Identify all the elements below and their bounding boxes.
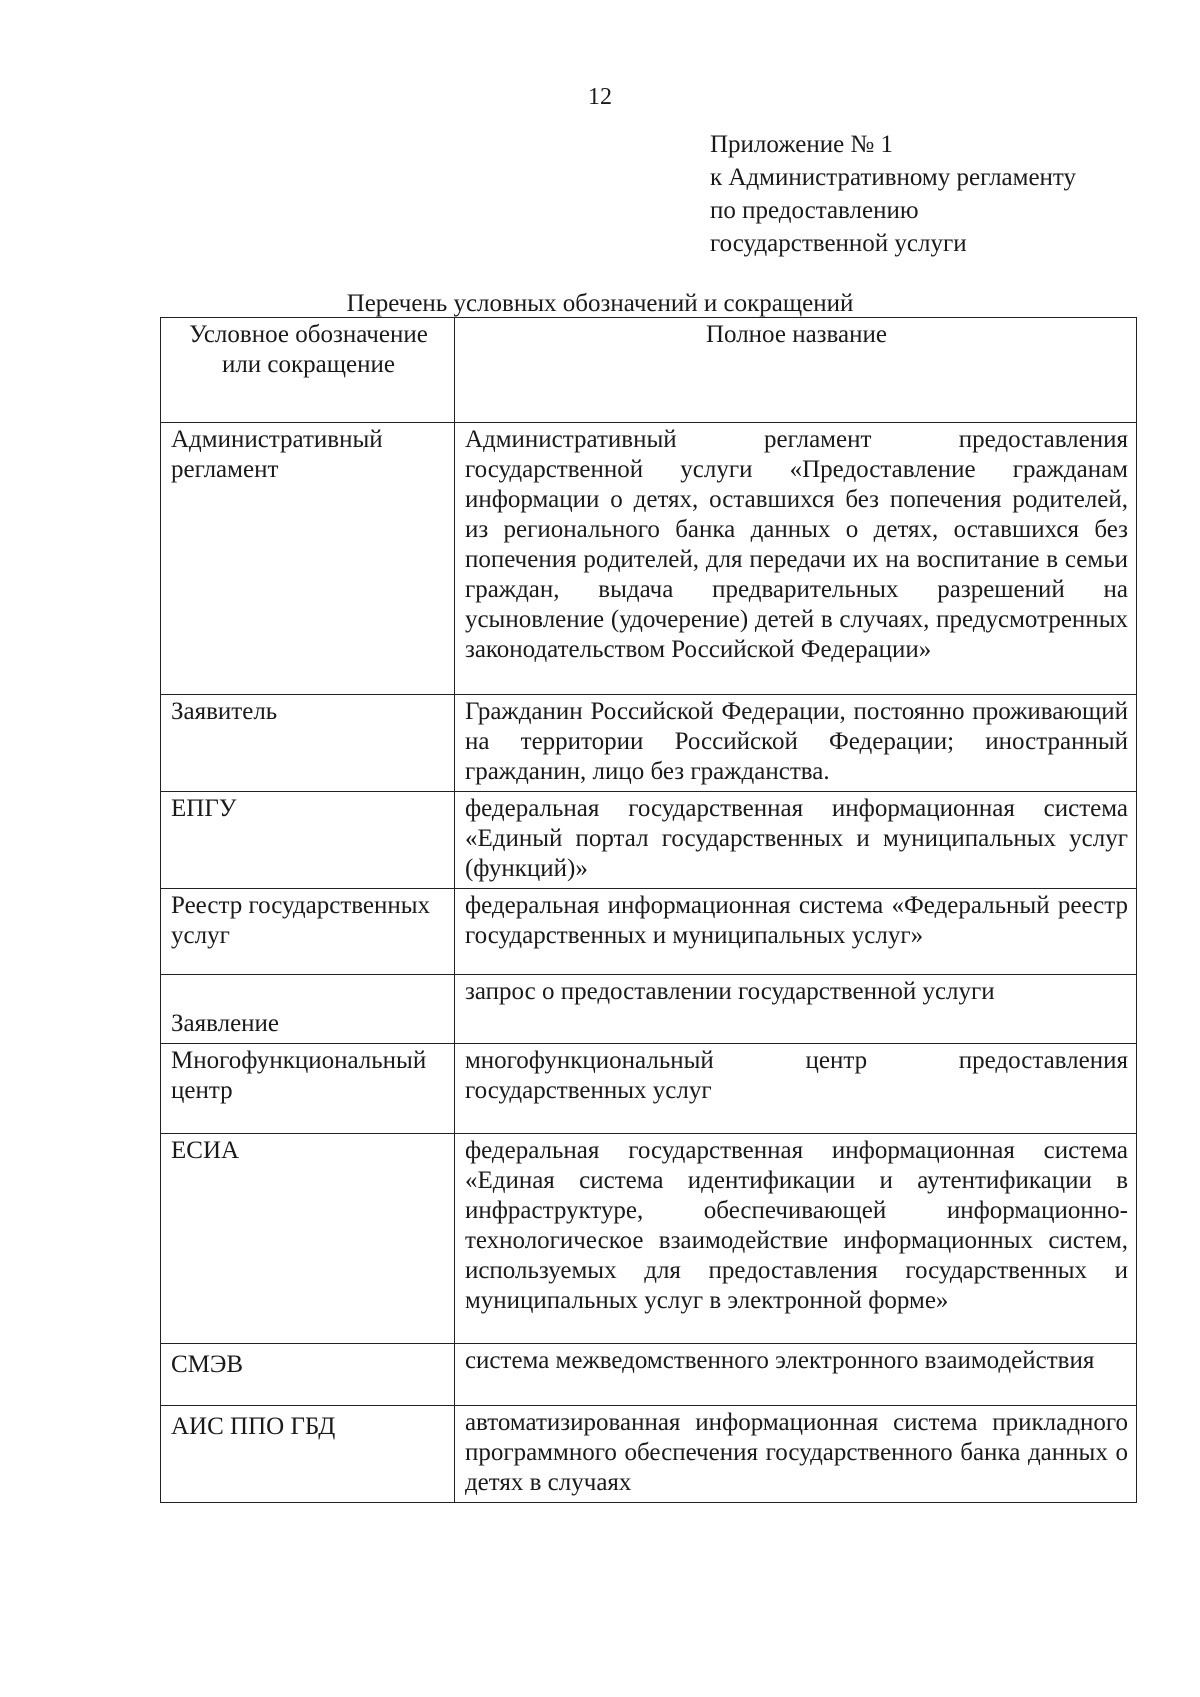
header-term: Условное обозначение или сокращение bbox=[161, 318, 455, 423]
appendix-line: к Административному регламенту bbox=[710, 164, 1077, 191]
definition-cell: автоматизированная информационная система прикладного программного обеспечения государственного банка данных о детях в случаях bbox=[454, 1406, 1136, 1503]
term-cell: ЕСИА bbox=[161, 1134, 455, 1344]
definition-cell: федеральная государственная информационная система «Единая система идентификации и аутентификации в инфраструктуре, обеспечивающей информационно-технологическое взаимодействие информационных систем, используемых для предоставления государственных и муниципальных услуг в электронной форме» bbox=[454, 1134, 1136, 1344]
definition-cell: система межведомственного электронного взаимодействия bbox=[454, 1344, 1136, 1406]
definition-cell: многофункциональный центр предоставления государственных услуг bbox=[454, 1044, 1136, 1134]
table-row bbox=[161, 1044, 1137, 1134]
term-cell: Заявитель bbox=[161, 695, 455, 792]
page-number: 12 bbox=[588, 84, 612, 110]
term-cell: Реестр государственных услуг bbox=[161, 889, 455, 975]
definition-cell: Гражданин Российской Федерации, постоянно проживающий на территории Российской Федерации; иностранный гражданин, лицо без гражданства. bbox=[454, 695, 1136, 792]
header-definition: Полное название bbox=[454, 318, 1136, 423]
appendix-line: Приложение № 1 bbox=[710, 131, 894, 158]
appendix-header bbox=[710, 128, 1150, 260]
term-cell: Заявление bbox=[161, 975, 455, 1044]
table-row bbox=[161, 792, 1137, 889]
table-row bbox=[161, 695, 1137, 792]
table-row bbox=[161, 1134, 1137, 1344]
definition-cell: федеральная государственная информационная система «Единый портал государственных и муниципальных услуг (функций)» bbox=[454, 792, 1136, 889]
table-row bbox=[161, 1406, 1137, 1503]
table-row bbox=[161, 423, 1137, 695]
term-cell: СМЭВ bbox=[161, 1344, 455, 1406]
abbreviations-table bbox=[160, 317, 1137, 1503]
definition-cell: запрос о предоставлении государственной услуги bbox=[454, 975, 1136, 1044]
term-cell: ЕПГУ bbox=[161, 792, 455, 889]
term-cell: Многофункциональный центр bbox=[161, 1044, 455, 1134]
definition-cell: федеральная информационная система «Федеральный реестр государственных и муниципальных услуг» bbox=[454, 889, 1136, 975]
appendix-line: государственной услуги bbox=[710, 230, 967, 257]
definition-cell: Административный регламент предоставления государственной услуги «Предоставление гражданам информации о детях, оставшихся без попечения родителей, из регионального банка данных о детях, оставшихся без попечения родителей, для передачи их на воспитание в семьи граждан, выдача предварительных разрешений на усыновление (удочерение) детей в случаях, предусмотренных законодательством Российской Федерации» bbox=[454, 423, 1136, 695]
table-header-row bbox=[161, 318, 1137, 423]
table-row bbox=[161, 975, 1137, 1044]
term-cell: АИС ППО ГБД bbox=[161, 1406, 455, 1503]
term-cell: Административный регламент bbox=[161, 423, 455, 695]
appendix-line: по предоставлению bbox=[710, 197, 919, 224]
table-row bbox=[161, 889, 1137, 975]
table-row bbox=[161, 1344, 1137, 1406]
table-title: Перечень условных обозначений и сокращений bbox=[346, 290, 854, 317]
